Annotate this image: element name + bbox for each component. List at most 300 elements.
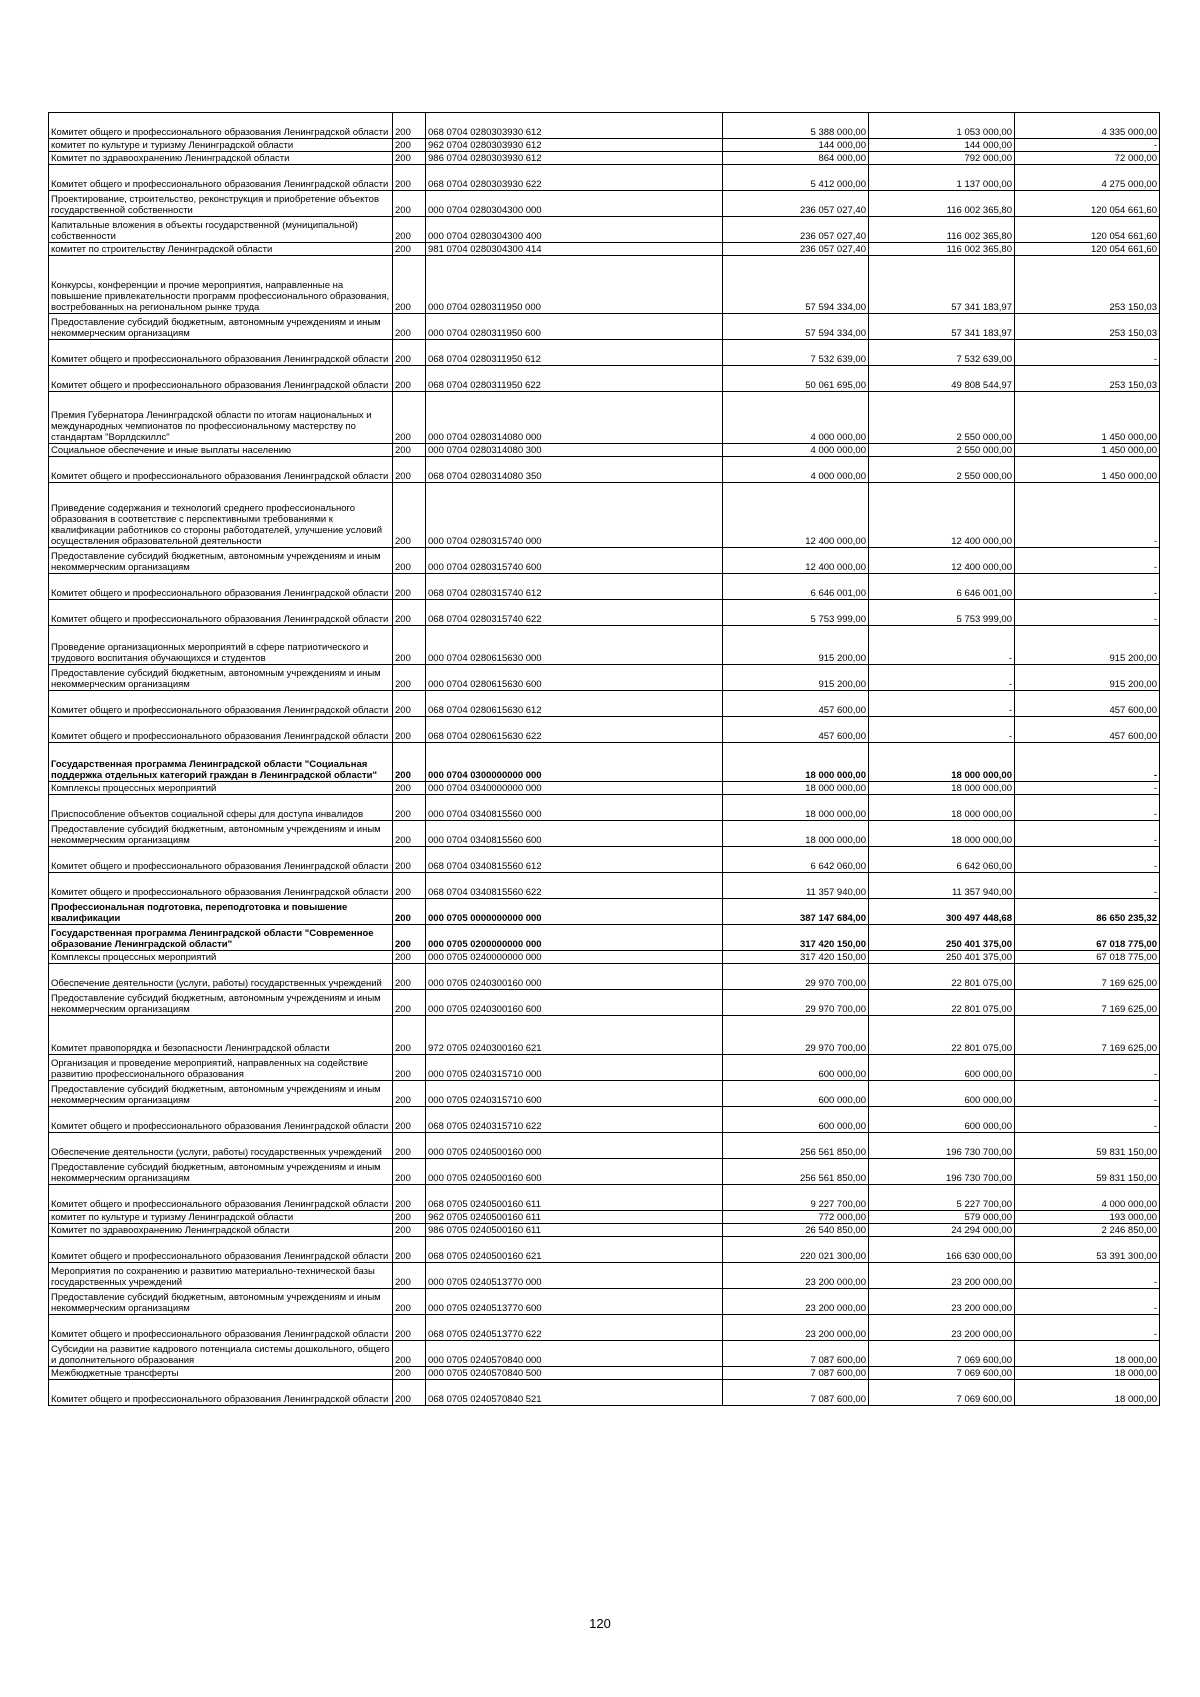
cell-name: Предоставление субсидий бюджетным, автономным учреждениям и иным некоммерческим организациям [49,1159,393,1185]
cell-code: 200 [393,1289,426,1315]
cell-code: 200 [393,1315,426,1341]
cell-kbk: 000 0705 0240000000 000 [426,951,723,964]
cell-code: 200 [393,1367,426,1380]
cell-kbk: 000 0704 0280315740 600 [426,548,723,574]
cell-remaining-amount: - [1015,1055,1160,1081]
cell-executed-amount: 18 000 000,00 [869,782,1015,795]
cell-plan-amount: 317 420 150,00 [723,951,869,964]
cell-executed-amount: 144 000,00 [869,139,1015,152]
cell-executed-amount: 18 000 000,00 [869,743,1015,782]
cell-plan-amount: 457 600,00 [723,717,869,743]
cell-remaining-amount: - [1015,483,1160,548]
cell-code: 200 [393,665,426,691]
cell-remaining-amount: 915 200,00 [1015,665,1160,691]
cell-kbk: 068 0704 0280303930 612 [426,113,723,139]
cell-plan-amount: 5 412 000,00 [723,165,869,191]
cell-plan-amount: 11 357 940,00 [723,873,869,899]
cell-kbk: 000 0704 0280615630 000 [426,626,723,665]
cell-name: Приспособление объектов социальной сферы для доступа инвалидов [49,795,393,821]
cell-kbk: 000 0705 0240513770 000 [426,1263,723,1289]
cell-remaining-amount: 72 000,00 [1015,152,1160,165]
cell-kbk: 986 0705 0240500160 611 [426,1224,723,1237]
cell-kbk: 068 0705 0240315710 622 [426,1107,723,1133]
cell-plan-amount: 23 200 000,00 [723,1263,869,1289]
cell-name: комитет по культуре и туризму Ленинградской области [49,139,393,152]
cell-plan-amount: 12 400 000,00 [723,483,869,548]
cell-remaining-amount: 253 150,03 [1015,314,1160,340]
cell-plan-amount: 23 200 000,00 [723,1315,869,1341]
table-row [49,847,1160,873]
cell-code: 200 [393,256,426,314]
cell-kbk: 000 0705 0240300160 000 [426,964,723,990]
cell-executed-amount: 24 294 000,00 [869,1224,1015,1237]
table-row [49,899,1160,925]
cell-name: Приведение содержания и технологий среднего профессионального образования в соответствие с перспективными требованиями к квалификации работников со стороны работодателей, улучшение условий осуществления образовательной деятельности [49,483,393,548]
table-row [49,256,1160,314]
cell-name: Премия Губернатора Ленинградской области по итогам национальных и международных чемпионатов по профессиональному мастерству по стандартам "Ворлдскиллс" [49,392,393,444]
cell-name: Профессиональная подготовка, переподготовка и повышение квалификации [49,899,393,925]
table-row [49,1224,1160,1237]
cell-code: 200 [393,217,426,243]
table-row [49,1211,1160,1224]
cell-code: 200 [393,191,426,217]
cell-remaining-amount: - [1015,574,1160,600]
cell-plan-amount: 18 000 000,00 [723,743,869,782]
cell-name: Организация и проведение мероприятий, направленных на содействие развитию профессионального образования [49,1055,393,1081]
cell-remaining-amount: 2 246 850,00 [1015,1224,1160,1237]
cell-name: Межбюджетные трансферты [49,1367,393,1380]
cell-plan-amount: 7 087 600,00 [723,1341,869,1367]
cell-code: 200 [393,1016,426,1055]
cell-plan-amount: 4 000 000,00 [723,392,869,444]
cell-plan-amount: 317 420 150,00 [723,925,869,951]
cell-remaining-amount: 18 000,00 [1015,1380,1160,1406]
cell-executed-amount: 12 400 000,00 [869,548,1015,574]
cell-kbk: 068 0704 0280315740 622 [426,600,723,626]
cell-plan-amount: 9 227 700,00 [723,1185,869,1211]
cell-remaining-amount: - [1015,873,1160,899]
cell-remaining-amount: - [1015,782,1160,795]
cell-executed-amount: 22 801 075,00 [869,1016,1015,1055]
cell-plan-amount: 26 540 850,00 [723,1224,869,1237]
cell-code: 200 [393,483,426,548]
table-row [49,444,1160,457]
cell-code: 200 [393,743,426,782]
cell-remaining-amount: - [1015,743,1160,782]
cell-kbk: 068 0705 0240570840 521 [426,1380,723,1406]
cell-plan-amount: 7 087 600,00 [723,1367,869,1380]
cell-remaining-amount: - [1015,795,1160,821]
table-row [49,990,1160,1016]
table-row [49,1185,1160,1211]
table-row [49,1081,1160,1107]
cell-kbk: 986 0704 0280303930 612 [426,152,723,165]
cell-executed-amount: 49 808 544,97 [869,366,1015,392]
cell-plan-amount: 600 000,00 [723,1107,869,1133]
cell-code: 200 [393,139,426,152]
cell-code: 200 [393,821,426,847]
cell-code: 200 [393,314,426,340]
cell-name: комитет по культуре и туризму Ленинградской области [49,1211,393,1224]
cell-name: Комитет общего и профессионального образования Ленинградской области [49,1237,393,1263]
cell-kbk: 962 0704 0280303930 612 [426,139,723,152]
cell-name: Комитет правопорядка и безопасности Ленинградской области [49,1016,393,1055]
cell-kbk: 000 0705 0200000000 000 [426,925,723,951]
cell-name: Комитет по здравоохранению Ленинградской области [49,1224,393,1237]
cell-executed-amount: - [869,665,1015,691]
cell-code: 200 [393,444,426,457]
cell-code: 200 [393,1107,426,1133]
cell-executed-amount: 57 341 183,97 [869,314,1015,340]
cell-code: 200 [393,925,426,951]
cell-executed-amount: 6 642 060,00 [869,847,1015,873]
cell-kbk: 068 0704 0340815560 622 [426,873,723,899]
table-row [49,1289,1160,1315]
cell-plan-amount: 29 970 700,00 [723,964,869,990]
cell-plan-amount: 236 057 027,40 [723,191,869,217]
cell-remaining-amount: 7 169 625,00 [1015,964,1160,990]
cell-plan-amount: 864 000,00 [723,152,869,165]
cell-executed-amount: 196 730 700,00 [869,1133,1015,1159]
cell-name: Государственная программа Ленинградской области "Современное образование Ленинградской области" [49,925,393,951]
cell-remaining-amount: - [1015,340,1160,366]
table-row [49,314,1160,340]
cell-code: 200 [393,1185,426,1211]
cell-plan-amount: 256 561 850,00 [723,1133,869,1159]
cell-remaining-amount: 67 018 775,00 [1015,925,1160,951]
cell-executed-amount: 600 000,00 [869,1081,1015,1107]
cell-remaining-amount: 7 169 625,00 [1015,990,1160,1016]
table-row [49,113,1160,139]
cell-code: 200 [393,1211,426,1224]
cell-code: 200 [393,152,426,165]
table-row [49,1367,1160,1380]
cell-name: Предоставление субсидий бюджетным, автономным учреждениям и иным некоммерческим организациям [49,1081,393,1107]
cell-name: Проектирование, строительство, реконструкция и приобретение объектов государственной собственности [49,191,393,217]
cell-kbk: 000 0704 0280304300 400 [426,217,723,243]
table-row [49,743,1160,782]
cell-kbk: 000 0705 0240570840 500 [426,1367,723,1380]
cell-code: 200 [393,873,426,899]
table-row [49,340,1160,366]
table-row [49,665,1160,691]
cell-executed-amount: 600 000,00 [869,1107,1015,1133]
cell-code: 200 [393,574,426,600]
cell-remaining-amount: 1 450 000,00 [1015,444,1160,457]
table-row [49,243,1160,256]
cell-executed-amount: 18 000 000,00 [869,821,1015,847]
table-row [49,165,1160,191]
cell-remaining-amount: 86 650 235,32 [1015,899,1160,925]
cell-code: 200 [393,1224,426,1237]
cell-kbk: 000 0704 0340815560 000 [426,795,723,821]
cell-code: 200 [393,1263,426,1289]
cell-kbk: 972 0705 0240300160 621 [426,1016,723,1055]
cell-executed-amount: 12 400 000,00 [869,483,1015,548]
cell-remaining-amount: - [1015,1107,1160,1133]
cell-plan-amount: 18 000 000,00 [723,795,869,821]
cell-kbk: 068 0704 0280315740 612 [426,574,723,600]
cell-kbk: 068 0704 0280314080 350 [426,457,723,483]
cell-plan-amount: 256 561 850,00 [723,1159,869,1185]
cell-name: Предоставление субсидий бюджетным, автономным учреждениям и иным некоммерческим организациям [49,548,393,574]
cell-name: Комитет общего и профессионального образования Ленинградской области [49,366,393,392]
cell-remaining-amount: 120 054 661,60 [1015,243,1160,256]
cell-remaining-amount: 120 054 661,60 [1015,191,1160,217]
cell-plan-amount: 18 000 000,00 [723,821,869,847]
cell-executed-amount: 250 401 375,00 [869,951,1015,964]
table-row [49,873,1160,899]
cell-remaining-amount: 18 000,00 [1015,1341,1160,1367]
cell-kbk: 068 0704 0280303930 622 [426,165,723,191]
cell-code: 200 [393,795,426,821]
cell-executed-amount: - [869,717,1015,743]
cell-plan-amount: 236 057 027,40 [723,243,869,256]
cell-name: Комитет общего и профессионального образования Ленинградской области [49,717,393,743]
cell-code: 200 [393,1380,426,1406]
cell-executed-amount: 300 497 448,68 [869,899,1015,925]
cell-name: Обеспечение деятельности (услуги, работы) государственных учреждений [49,964,393,990]
cell-executed-amount: 166 630 000,00 [869,1237,1015,1263]
cell-name: Комитет общего и профессионального образования Ленинградской области [49,1185,393,1211]
cell-plan-amount: 7 532 639,00 [723,340,869,366]
cell-code: 200 [393,899,426,925]
cell-code: 200 [393,113,426,139]
cell-executed-amount: 116 002 365,80 [869,191,1015,217]
cell-name: Комитет общего и профессионального образования Ленинградской области [49,574,393,600]
cell-remaining-amount: 457 600,00 [1015,691,1160,717]
cell-remaining-amount: 4 335 000,00 [1015,113,1160,139]
cell-plan-amount: 4 000 000,00 [723,457,869,483]
cell-remaining-amount: - [1015,1289,1160,1315]
cell-executed-amount: 23 200 000,00 [869,1263,1015,1289]
cell-executed-amount: 579 000,00 [869,1211,1015,1224]
cell-name: Комплексы процессных мероприятий [49,782,393,795]
cell-kbk: 000 0704 0280615630 600 [426,665,723,691]
cell-remaining-amount: 4 275 000,00 [1015,165,1160,191]
cell-kbk: 068 0704 0340815560 612 [426,847,723,873]
cell-remaining-amount: - [1015,600,1160,626]
budget-table [48,112,1160,1406]
cell-plan-amount: 29 970 700,00 [723,1016,869,1055]
cell-executed-amount: 22 801 075,00 [869,990,1015,1016]
cell-name: Комитет по здравоохранению Ленинградской области [49,152,393,165]
cell-plan-amount: 144 000,00 [723,139,869,152]
cell-kbk: 981 0704 0280304300 414 [426,243,723,256]
cell-code: 200 [393,1055,426,1081]
cell-name: Капитальные вложения в объекты государственной (муниципальной) собственности [49,217,393,243]
cell-name: Комитет общего и профессионального образования Ленинградской области [49,600,393,626]
cell-remaining-amount: - [1015,548,1160,574]
cell-plan-amount: 4 000 000,00 [723,444,869,457]
cell-name: Комитет общего и профессионального образования Ленинградской области [49,1107,393,1133]
cell-name: Проведение организационных мероприятий в сфере патриотического и трудового воспитания обучающихся и студентов [49,626,393,665]
cell-kbk: 068 0704 0280615630 612 [426,691,723,717]
cell-name: Комитет общего и профессионального образования Ленинградской области [49,340,393,366]
table-row [49,139,1160,152]
cell-code: 200 [393,1237,426,1263]
cell-name: Государственная программа Ленинградской области "Социальная поддержка отдельных категорий граждан в Ленинградской области" [49,743,393,782]
cell-executed-amount: 5 753 999,00 [869,600,1015,626]
cell-kbk: 000 0704 0300000000 000 [426,743,723,782]
table-row [49,1159,1160,1185]
table-row [49,1107,1160,1133]
cell-code: 200 [393,457,426,483]
cell-executed-amount: 600 000,00 [869,1055,1015,1081]
cell-executed-amount: 18 000 000,00 [869,795,1015,821]
cell-name: Комитет общего и профессионального образования Ленинградской области [49,457,393,483]
cell-executed-amount: 11 357 940,00 [869,873,1015,899]
cell-executed-amount: 116 002 365,80 [869,217,1015,243]
table-row [49,217,1160,243]
cell-name: Социальное обеспечение и иные выплаты населению [49,444,393,457]
table-row [49,483,1160,548]
cell-plan-amount: 600 000,00 [723,1081,869,1107]
cell-name: Обеспечение деятельности (услуги, работы) государственных учреждений [49,1133,393,1159]
cell-code: 200 [393,165,426,191]
cell-kbk: 068 0704 0280311950 612 [426,340,723,366]
cell-executed-amount: - [869,691,1015,717]
cell-name: Предоставление субсидий бюджетным, автономным учреждениям и иным некоммерческим организациям [49,314,393,340]
cell-remaining-amount: 193 000,00 [1015,1211,1160,1224]
cell-plan-amount: 220 021 300,00 [723,1237,869,1263]
cell-name: Мероприятия по сохранению и развитию материально-технической базы государственных учреждений [49,1263,393,1289]
page-number: 120 [589,1616,611,1631]
cell-code: 200 [393,717,426,743]
cell-plan-amount: 57 594 334,00 [723,256,869,314]
table-row [49,626,1160,665]
cell-remaining-amount: 915 200,00 [1015,626,1160,665]
budget-table-body [49,113,1160,1406]
cell-executed-amount: 7 069 600,00 [869,1367,1015,1380]
table-row [49,782,1160,795]
table-row [49,1380,1160,1406]
table-row [49,366,1160,392]
cell-executed-amount: 792 000,00 [869,152,1015,165]
cell-kbk: 000 0704 0340815560 600 [426,821,723,847]
table-row [49,1263,1160,1289]
cell-kbk: 000 0705 0240315710 000 [426,1055,723,1081]
cell-code: 200 [393,951,426,964]
table-row [49,1341,1160,1367]
cell-name: Предоставление субсидий бюджетным, автономным учреждениям и иным некоммерческим организациям [49,665,393,691]
cell-remaining-amount: 4 000 000,00 [1015,1185,1160,1211]
cell-name: Комплексы процессных мероприятий [49,951,393,964]
cell-remaining-amount: 120 054 661,60 [1015,217,1160,243]
cell-code: 200 [393,990,426,1016]
cell-executed-amount: - [869,626,1015,665]
cell-executed-amount: 23 200 000,00 [869,1315,1015,1341]
cell-code: 200 [393,243,426,256]
table-row [49,691,1160,717]
cell-kbk: 068 0705 0240500160 621 [426,1237,723,1263]
cell-kbk: 000 0704 0280315740 000 [426,483,723,548]
cell-executed-amount: 7 532 639,00 [869,340,1015,366]
cell-code: 200 [393,626,426,665]
cell-plan-amount: 5 753 999,00 [723,600,869,626]
cell-code: 200 [393,1159,426,1185]
cell-plan-amount: 5 388 000,00 [723,113,869,139]
cell-executed-amount: 196 730 700,00 [869,1159,1015,1185]
cell-kbk: 000 0704 0280311950 600 [426,314,723,340]
cell-remaining-amount: 1 450 000,00 [1015,457,1160,483]
cell-kbk: 000 0704 0280304300 000 [426,191,723,217]
table-row [49,717,1160,743]
cell-remaining-amount: 253 150,03 [1015,256,1160,314]
cell-name: Предоставление субсидий бюджетным, автономным учреждениям и иным некоммерческим организациям [49,990,393,1016]
cell-kbk: 068 0704 0280311950 622 [426,366,723,392]
cell-kbk: 000 0705 0240500160 000 [426,1133,723,1159]
cell-executed-amount: 1 053 000,00 [869,113,1015,139]
cell-code: 200 [393,600,426,626]
cell-kbk: 000 0705 0000000000 000 [426,899,723,925]
cell-remaining-amount: - [1015,139,1160,152]
cell-plan-amount: 29 970 700,00 [723,990,869,1016]
cell-name: Конкурсы, конференции и прочие мероприятия, направленные на повышение привлекательности программ профессионального образования, востребованных на региональном рынке труда [49,256,393,314]
cell-name: Комитет общего и профессионального образования Ленинградской области [49,165,393,191]
cell-name: Комитет общего и профессионального образования Ленинградской области [49,691,393,717]
cell-remaining-amount: 457 600,00 [1015,717,1160,743]
cell-plan-amount: 387 147 684,00 [723,899,869,925]
cell-executed-amount: 5 227 700,00 [869,1185,1015,1211]
cell-code: 200 [393,340,426,366]
cell-name: Комитет общего и профессионального образования Ленинградской области [49,873,393,899]
cell-plan-amount: 236 057 027,40 [723,217,869,243]
table-row [49,1133,1160,1159]
cell-code: 200 [393,964,426,990]
cell-plan-amount: 915 200,00 [723,665,869,691]
cell-plan-amount: 915 200,00 [723,626,869,665]
cell-remaining-amount: - [1015,1263,1160,1289]
cell-code: 200 [393,1081,426,1107]
cell-code: 200 [393,366,426,392]
cell-plan-amount: 772 000,00 [723,1211,869,1224]
cell-kbk: 000 0704 0340000000 000 [426,782,723,795]
cell-name: Комитет общего и профессионального образования Ленинградской области [49,113,393,139]
cell-remaining-amount: 1 450 000,00 [1015,392,1160,444]
table-row [49,191,1160,217]
cell-executed-amount: 7 069 600,00 [869,1341,1015,1367]
table-row [49,574,1160,600]
cell-plan-amount: 7 087 600,00 [723,1380,869,1406]
cell-plan-amount: 57 594 334,00 [723,314,869,340]
cell-name: Предоставление субсидий бюджетным, автономным учреждениям и иным некоммерческим организациям [49,821,393,847]
cell-remaining-amount: - [1015,847,1160,873]
cell-name: Комитет общего и профессионального образования Ленинградской области [49,847,393,873]
table-row [49,152,1160,165]
cell-kbk: 068 0705 0240513770 622 [426,1315,723,1341]
cell-code: 200 [393,1133,426,1159]
table-row [49,457,1160,483]
cell-executed-amount: 250 401 375,00 [869,925,1015,951]
cell-executed-amount: 2 550 000,00 [869,392,1015,444]
cell-kbk: 962 0705 0240500160 611 [426,1211,723,1224]
cell-kbk: 068 0704 0280615630 622 [426,717,723,743]
cell-plan-amount: 50 061 695,00 [723,366,869,392]
cell-remaining-amount: 253 150,03 [1015,366,1160,392]
cell-code: 200 [393,691,426,717]
table-row [49,1315,1160,1341]
cell-plan-amount: 6 646 001,00 [723,574,869,600]
cell-executed-amount: 2 550 000,00 [869,457,1015,483]
cell-plan-amount: 12 400 000,00 [723,548,869,574]
cell-kbk: 000 0705 0240570840 000 [426,1341,723,1367]
table-row [49,795,1160,821]
cell-executed-amount: 57 341 183,97 [869,256,1015,314]
cell-plan-amount: 6 642 060,00 [723,847,869,873]
cell-code: 200 [393,782,426,795]
table-row [49,548,1160,574]
